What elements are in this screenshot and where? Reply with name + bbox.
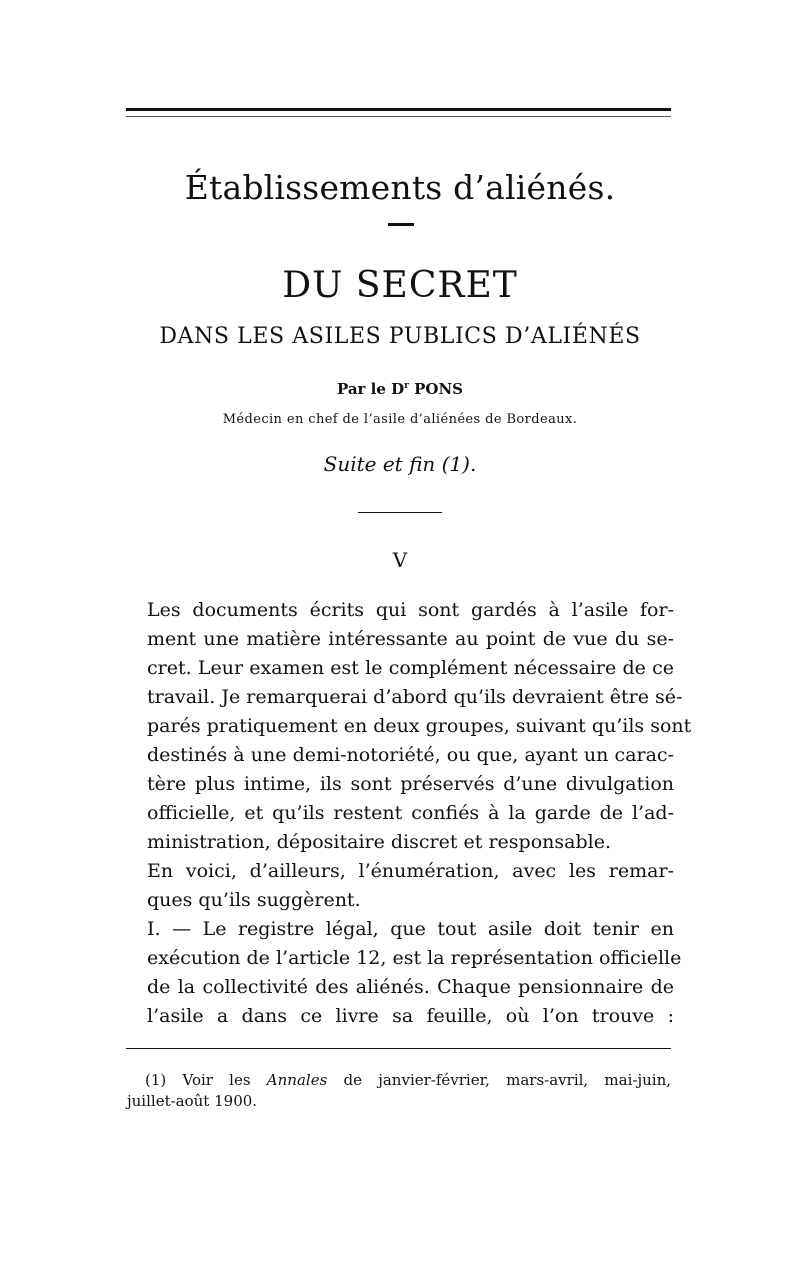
title-dash: [388, 223, 414, 226]
body-line: de la collectivité des aliénés. Chaque pensionnaire de: [147, 976, 674, 998]
footnote-journal: Annales: [266, 1071, 328, 1089]
section-title: Établissements d’aliénés.: [184, 168, 616, 207]
body-line: ministration, dépositaire discret et responsable.: [147, 831, 611, 853]
body-line: travail. Je remarquerai d’abord qu’ils devraient être sé-: [147, 686, 683, 708]
body-line: tère plus intime, ils sont préservés d’une divulgation: [147, 773, 674, 795]
body-line: officielle, et qu’ils restent confiés à la garde de l’ad-: [147, 802, 674, 824]
byline-sup: r: [404, 381, 409, 391]
byline: [0, 380, 800, 398]
body-line: l’asile a dans ce livre sa feuille, où l’on trouve :: [147, 1005, 674, 1027]
footnote-dates: de janvier-février, mars-avril, mai-juin,: [327, 1071, 671, 1089]
top-rule: [126, 108, 671, 111]
byline-prefix: Par le D: [336, 380, 405, 398]
author-affiliation: Médecin en chef de l’asile d’aliénées de Bordeaux.: [222, 412, 578, 427]
footnote-marker: (1) Voir les: [145, 1071, 267, 1089]
body-text: [147, 596, 692, 1031]
footnote-rule: [126, 1048, 671, 1049]
body-line: En voici, d’ailleurs, l’énumération, avec les remar-: [147, 860, 674, 882]
body-line: Les documents écrits qui sont gardés à l’asile for-: [147, 599, 674, 621]
footnote: [127, 1070, 671, 1112]
body-line: cret. Leur examen est le complément nécessaire de ce: [147, 657, 674, 679]
suite-note: Suite et fin (1).: [323, 452, 477, 476]
footnote-line-1: [127, 1070, 671, 1091]
short-rule: [358, 512, 442, 513]
article-subtitle: DANS LES ASILES PUBLICS D’ALIÉNÉS: [159, 324, 641, 349]
top-rule-thin: [126, 116, 671, 117]
body-line: exécution de l’article 12, est la représentation officielle: [147, 947, 682, 969]
body-line: I. — Le registre légal, que tout asile doit tenir en: [147, 918, 674, 940]
body-line: ques qu’ils suggèrent.: [147, 889, 361, 911]
body-line: destinés à une demi-notoriété, ou que, ayant un carac-: [147, 744, 674, 766]
section-number: V: [392, 548, 408, 572]
body-line: ment une matière intéressante au point de vue du se-: [147, 628, 674, 650]
body-line: parés pratiquement en deux groupes, suivant qu’ils sont: [147, 715, 692, 737]
article-title: DU SECRET: [282, 265, 518, 306]
byline-name: PONS: [408, 380, 464, 398]
footnote-line-2: juillet-août 1900.: [127, 1092, 258, 1110]
